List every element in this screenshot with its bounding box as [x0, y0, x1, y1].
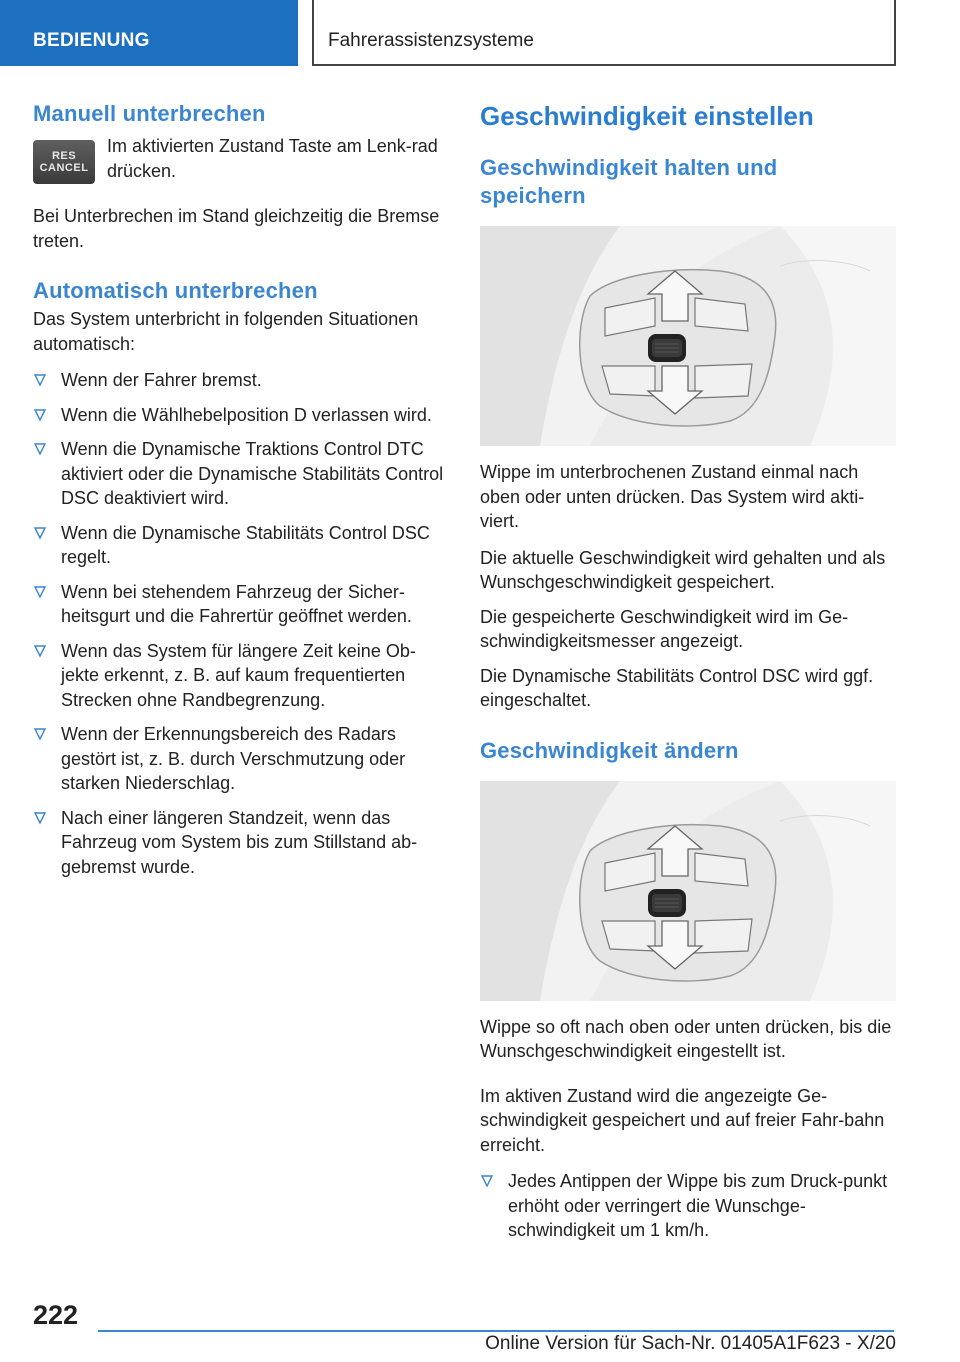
section-tab	[0, 0, 298, 66]
paragraph: Das System unterbricht in folgenden Situationen automatisch:	[33, 309, 419, 354]
list-item: Wenn die Wählhebelposition D verlassen wird.	[33, 403, 449, 428]
paragraph: Die aktuelle Geschwindigkeit wird gehalten und als Wunschgeschwindigkeit gespeichert.	[480, 547, 886, 592]
bullet-triangle-icon	[33, 373, 47, 387]
bullet-triangle-icon	[33, 526, 47, 540]
page-number: 222	[33, 1300, 79, 1330]
paragraph: Die Dynamische Stabilitäts Control DSC wird ggf. eingeschaltet.	[480, 665, 874, 710]
right-column	[480, 100, 896, 1253]
paragraph: Die gespeicherte Geschwindigkeit wird im Ge-schwindigkeitsmesser angezeigt.	[480, 606, 849, 651]
list-item: Nach einer längeren Standzeit, wenn das Fahrzeug vom System bis zum Stillstand ab-gebremst wurde.	[33, 806, 449, 880]
chapter-title: Fahrerassistenzsysteme	[328, 30, 534, 51]
list-item: Wenn der Erkennungsbereich des Radars gestört ist, z. B. durch Verschmutzung oder starken Niederschlag.	[33, 722, 449, 796]
heading-change-speed: Geschwindigkeit ändern	[480, 737, 739, 763]
bullet-triangle-icon	[33, 727, 47, 741]
bullet-list	[480, 1169, 896, 1243]
bullet-list	[33, 368, 449, 879]
section-title: BEDIENUNG	[33, 30, 150, 51]
bullet-triangle-icon	[33, 585, 47, 599]
footer-divider	[98, 1330, 894, 1332]
steering-wheel-icon	[480, 226, 896, 446]
bullet-triangle-icon	[33, 442, 47, 456]
paragraph: Im aktivierten Zustand Taste am Lenk-rad drücken.	[107, 136, 438, 181]
bullet-triangle-icon	[33, 408, 47, 422]
list-item: Jedes Antippen der Wippe bis zum Druck-punkt erhöht oder verringert die Wunschge-schwindigkeit um 1 km/h.	[480, 1169, 896, 1243]
page-header	[0, 0, 960, 66]
heading-manual-interrupt: Manuell unterbrechen	[33, 101, 266, 126]
bullet-triangle-icon	[480, 1174, 494, 1188]
heading-set-speed: Geschwindigkeit einstellen	[480, 101, 814, 131]
list-item: Wenn die Dynamische Stabilitäts Control DSC regelt.	[33, 521, 449, 570]
bullet-triangle-icon	[33, 644, 47, 658]
paragraph: Wippe im unterbrochenen Zustand einmal nach oben oder unten drücken. Das System wird akti-viert.	[480, 462, 865, 531]
paragraph: Bei Unterbrechen im Stand gleichzeitig die Bremse treten.	[33, 206, 440, 251]
left-column	[33, 100, 449, 889]
list-item: Wenn bei stehendem Fahrzeug der Sicher-heitsgurt und die Fahrertür geöffnet werden.	[33, 580, 449, 629]
heading-hold-speed: Geschwindigkeit halten und speichern	[480, 155, 778, 208]
steering-wheel-rocker-figure	[480, 226, 896, 446]
res-cancel-button-icon: RES CANCEL	[33, 140, 95, 184]
button-instruction	[33, 136, 449, 184]
steering-wheel-icon	[480, 781, 896, 1001]
chapter-tab	[312, 0, 896, 66]
list-item: Wenn die Dynamische Traktions Control DTC aktiviert oder die Dynamische Stabilitäts Control DSC deaktiviert wird.	[33, 437, 449, 511]
list-item: Wenn das System für längere Zeit keine Ob-jekte erkennt, z. B. auf kaum frequentierten Strecken ohne Randbegrenzung.	[33, 639, 449, 713]
list-item: Wenn der Fahrer bremst.	[33, 368, 449, 393]
bullet-triangle-icon	[33, 811, 47, 825]
heading-auto-interrupt: Automatisch unterbrechen	[33, 278, 318, 303]
paragraph: Im aktiven Zustand wird die angezeigte Ge-schwindigkeit gespeichert und auf freier Fahr-bahn erreicht.	[480, 1085, 885, 1155]
footer-version-text: Online Version für Sach-Nr. 01405A1F623 - X/20	[485, 1333, 896, 1354]
paragraph: Wippe so oft nach oben oder unten drücken, bis die Wunschgeschwindigkeit eingestellt ist.	[480, 1016, 892, 1061]
steering-wheel-rocker-figure	[480, 781, 896, 1001]
